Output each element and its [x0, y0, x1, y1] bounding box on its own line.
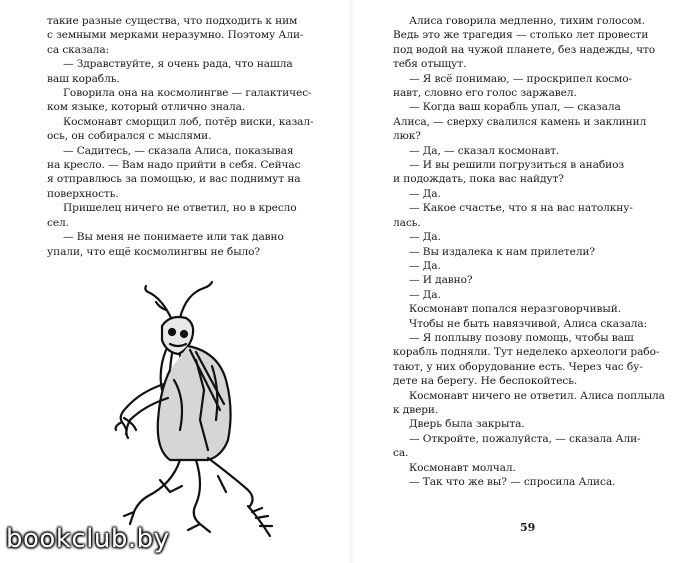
text-line: люк? — [393, 130, 421, 143]
text-line: — И давно? — [409, 274, 473, 287]
text-line: — Да. — [409, 259, 441, 272]
text-line: — Да. — [409, 187, 441, 200]
left-page-text — [47, 14, 330, 259]
text-line: — Да. — [409, 288, 441, 301]
page-number: 59 — [520, 521, 536, 534]
text-line: — Вы меня не понимаете или так давно — [63, 231, 284, 244]
text-line: тают, у них оборудование есть. Через час бу- — [393, 360, 643, 373]
text-line: — Так что же вы? — спросила Алиса. — [409, 476, 616, 488]
text-line: под водой на чужой планете, без надежды, что — [393, 43, 656, 56]
text-line: ось, он собирался с мыслями. — [47, 130, 212, 143]
text-line: поверхность. — [47, 187, 119, 200]
text-line: — Здравствуйте, я очень рада, что нашла — [63, 58, 293, 71]
text-line: Ведь это же трагедия — столько лет провести — [393, 29, 649, 42]
text-line: — И вы решили погрузиться в анабиоз — [409, 159, 625, 172]
text-line: навт, словно его голос заржавел. — [393, 87, 577, 100]
text-line: Космонавт ничего не ответил. Алиса поплыла — [409, 389, 665, 402]
text-line: — Откройте, пожалуйста, — сказала Али- — [409, 432, 641, 445]
text-line: на кресло. — Вам надо прийти в себя. Сейчас — [47, 159, 301, 172]
book-gutter — [348, 0, 354, 563]
text-line: са. — [393, 447, 409, 460]
text-line: — Какое счастье, что я на вас натолкну- — [409, 202, 633, 215]
text-line: тебя отыщут. — [393, 58, 467, 71]
text-line: — Я всё понимаю, — проскрипел космо- — [409, 72, 633, 85]
text-line: я отправлюсь за помощью, и вас поднимут на — [47, 173, 301, 186]
text-line: к двери. — [393, 403, 439, 416]
text-line: Космонавт сморщил лоб, потёр виски, казал- — [63, 115, 314, 128]
text-line: такие разные существа, что подходить к ним — [47, 15, 298, 27]
text-line: Космонавт попался неразговорчивый. — [409, 303, 621, 316]
text-line: — Да, — сказал космонавт. — [409, 144, 560, 157]
text-line: ком языке, который отлично знала. — [47, 101, 246, 114]
text-line: Алиса говорила медленно, тихим голосом. — [409, 15, 645, 27]
text-line: сел. — [47, 216, 69, 229]
right-page-text — [393, 14, 675, 489]
text-line: — Вы издалека к нам прилетели? — [409, 245, 596, 258]
text-line: и подождать, пока вас найдут? — [393, 173, 564, 186]
text-line: корабль подняли. Тут неделеко археологи рабо- — [393, 346, 660, 359]
alien-cosmonaut-illustration — [100, 280, 280, 550]
text-line: — Я поплыву позову помощь, чтобы ваш — [409, 331, 634, 344]
text-line: с земными мерками неразумно. Поэтому Али- — [47, 29, 304, 42]
text-line: Чтобы не быть навязчивой, Алиса сказала: — [409, 317, 648, 330]
text-line: Космонавт молчал. — [409, 461, 516, 474]
text-line: дете на берегу. Не беспокойтесь. — [393, 375, 578, 388]
text-line: са сказала: — [47, 43, 110, 56]
text-line: Пришелец ничего не ответил, но в кресло — [63, 202, 297, 215]
text-line: — Да. — [409, 231, 441, 244]
text-line: Дверь была закрыта. — [409, 418, 525, 431]
text-line: упали, что ещё космолингвы не было? — [47, 245, 261, 258]
text-line: ваш корабль. — [47, 72, 120, 85]
text-line: — Садитесь, — сказала Алиса, показывая — [63, 144, 294, 157]
watermark-logo: bookclub.by — [6, 524, 170, 554]
text-line: — Когда ваш корабль упал, — сказала — [409, 101, 621, 114]
text-line: Говорила она на космолингве — галактичес- — [63, 87, 312, 100]
text-line: Алиса, — сверху свалился камень и заклинил — [393, 115, 647, 128]
text-line: лась. — [393, 216, 421, 229]
